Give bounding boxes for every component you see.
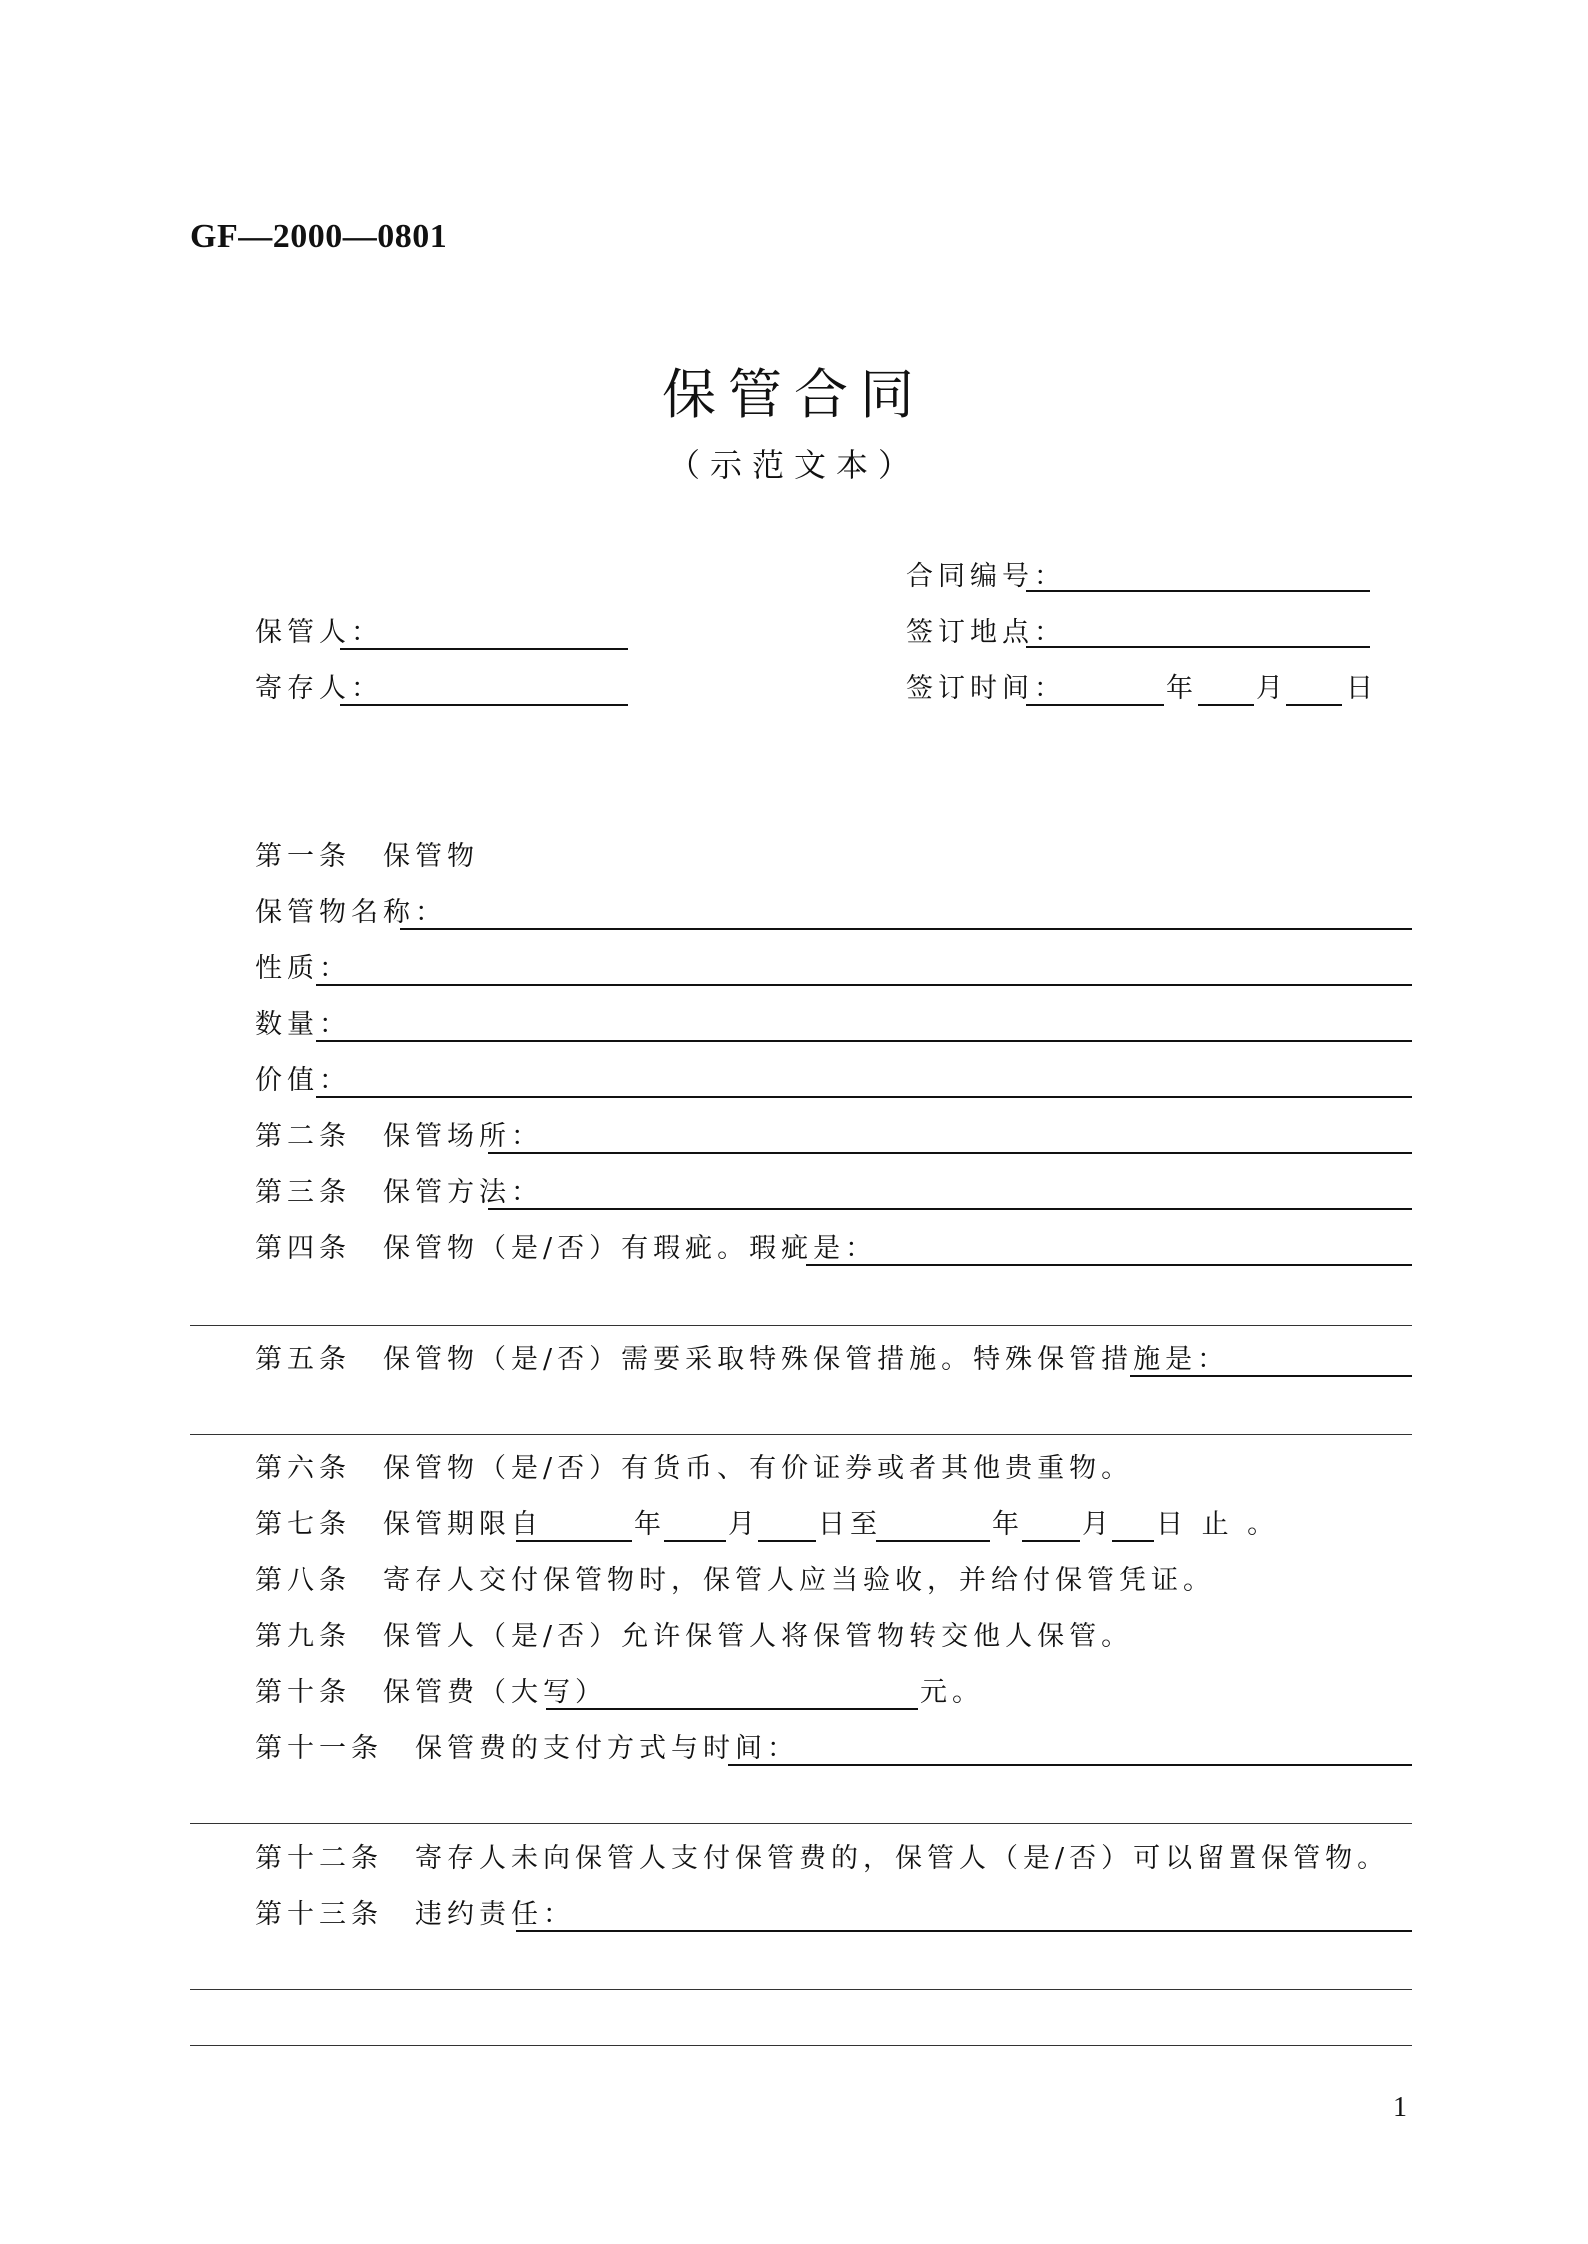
page-number: 1 [1393, 2092, 1407, 2123]
sign-month-field[interactable] [1198, 704, 1254, 706]
sign-day-label: 日 [1346, 673, 1378, 704]
document-code: GF—2000—0801 [190, 218, 448, 255]
article-6: 第六条 保管物（是/否）有货币、有价证券或者其他贵重物。 [255, 1453, 1134, 1484]
article-11: 第十一条 保管费的支付方式与时间： [255, 1733, 799, 1764]
storage-place-field[interactable] [488, 1152, 1412, 1154]
item-name-field[interactable] [400, 928, 1412, 930]
liability-extra-line-2[interactable] [190, 2045, 1412, 2046]
item-name-label: 保管物名称： [255, 897, 447, 928]
period-end-month-field[interactable] [1022, 1540, 1080, 1542]
period-start-year-field[interactable] [516, 1540, 632, 1542]
sign-place-label: 签订地点： [906, 617, 1066, 648]
article-2: 第二条 保管场所： [255, 1121, 543, 1152]
sign-day-field[interactable] [1286, 704, 1342, 706]
period-start-day-field[interactable] [758, 1540, 816, 1542]
contract-no-field[interactable] [1026, 590, 1370, 592]
period-end-month-label: 月 [1082, 1509, 1114, 1540]
article-7-prefix: 第七条 保管期限自 [255, 1509, 543, 1540]
sign-year-field[interactable] [1026, 704, 1164, 706]
item-nature-label: 性质： [255, 953, 351, 984]
period-start-day-label: 日至 [818, 1509, 882, 1540]
contract-subtitle: （示范文本） [667, 446, 920, 484]
period-end-year-label: 年 [992, 1509, 1024, 1540]
article-8: 第八条 寄存人交付保管物时，保管人应当验收，并给付保管凭证。 [255, 1565, 1215, 1596]
period-start-year-label: 年 [634, 1509, 666, 1540]
article-10-suffix: 元。 [920, 1677, 984, 1708]
liability-extra-line-1[interactable] [190, 1989, 1412, 1990]
article-9: 第九条 保管人（是/否）允许保管人将保管物转交他人保管。 [255, 1621, 1134, 1652]
depositor-label: 寄存人： [255, 673, 383, 704]
item-nature-field[interactable] [316, 984, 1412, 986]
article-3: 第三条 保管方法： [255, 1177, 543, 1208]
period-start-month-field[interactable] [664, 1540, 726, 1542]
period-start-month-label: 月 [728, 1509, 760, 1540]
storage-method-field[interactable] [488, 1208, 1412, 1210]
article-4: 第四条 保管物（是/否）有瑕疵。瑕疵是： [255, 1233, 878, 1264]
article-5: 第五条 保管物（是/否）需要采取特殊保管措施。特殊保管措施是： [255, 1344, 1230, 1375]
sign-place-field[interactable] [1026, 646, 1370, 648]
article-13: 第十三条 违约责任： [255, 1899, 575, 1930]
article-10-prefix: 第十条 保管费（大写） [255, 1677, 607, 1708]
fee-amount-field[interactable] [546, 1708, 918, 1710]
period-end-year-field[interactable] [876, 1540, 990, 1542]
period-end-day-field[interactable] [1112, 1540, 1154, 1542]
custodian-label: 保管人： [255, 617, 383, 648]
special-measures-extra-line[interactable] [190, 1434, 1412, 1435]
payment-extra-line[interactable] [190, 1823, 1412, 1824]
contract-title: 保管合同 [662, 363, 926, 426]
sign-year-label: 年 [1166, 673, 1198, 704]
article-12: 第十二条 寄存人未向保管人支付保管费的，保管人（是/否）可以留置保管物。 [255, 1843, 1390, 1874]
period-end-day-label: 日 止 。 [1156, 1509, 1280, 1540]
defect-extra-line[interactable] [190, 1325, 1412, 1326]
special-measures-field[interactable] [1130, 1375, 1412, 1377]
defect-field[interactable] [806, 1264, 1412, 1266]
item-quantity-field[interactable] [316, 1040, 1412, 1042]
custodian-field[interactable] [340, 648, 628, 650]
item-quantity-label: 数量： [255, 1009, 351, 1040]
item-value-label: 价值： [255, 1065, 351, 1096]
sign-time-label: 签订时间： [906, 673, 1066, 704]
item-value-field[interactable] [316, 1096, 1412, 1098]
contract-no-label: 合同编号： [906, 561, 1066, 592]
payment-method-field[interactable] [728, 1764, 1412, 1766]
depositor-field[interactable] [340, 704, 628, 706]
article-1-title: 第一条 保管物 [255, 841, 479, 872]
sign-month-label: 月 [1256, 673, 1288, 704]
liability-field[interactable] [516, 1930, 1412, 1932]
